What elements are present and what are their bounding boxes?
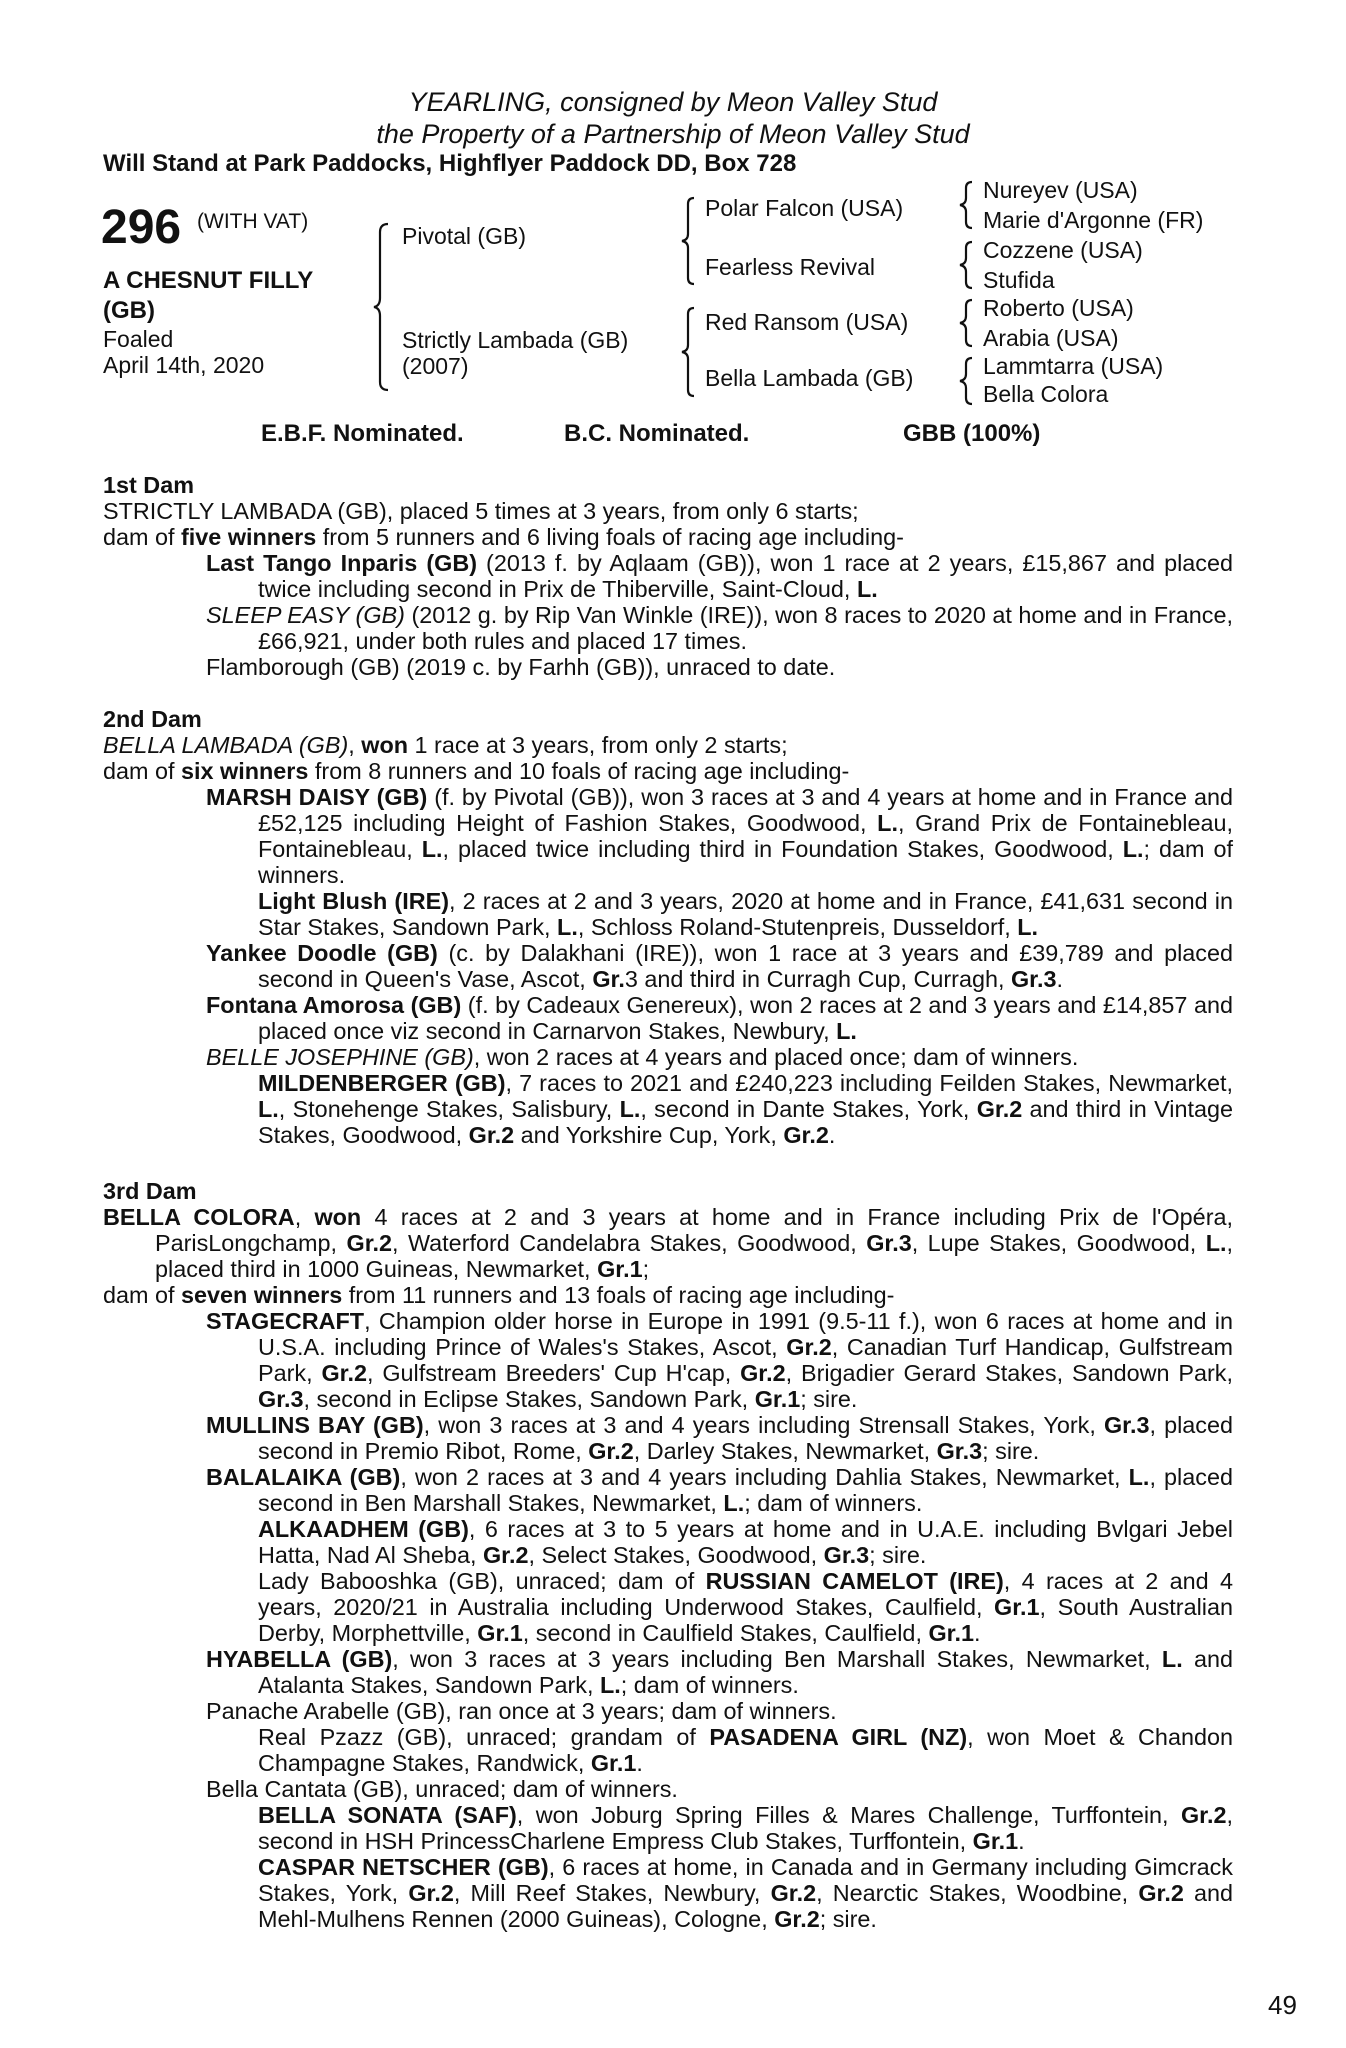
foaled-date: April 14th, 2020	[103, 352, 265, 378]
pedigree-bracket-dam	[680, 306, 698, 398]
pedigree-sire-dam: Fearless Revival	[705, 254, 875, 280]
header-line-2: the Property of a Partnership of Meon Valley Stud	[376, 119, 970, 149]
header-line-1: YEARLING, consigned by Meon Valley Stud	[408, 87, 938, 117]
pedigree-sds: Cozzene (USA)	[983, 237, 1143, 263]
third-dam-entry: HYABELLA (GB), won 3 races at 3 years including Ben Marshall Stakes, Newmarket, L. and Atalanta Stakes, Sandown Park, L.; dam of winners.	[206, 1646, 1233, 1698]
third-dam-entry: STAGECRAFT, Champion older horse in Europe in 1991 (9.5-11 f.), won 6 races at home and in U.S.A. including Prince of Wales's Stakes, Ascot, Gr.2, Canadian Turf Handicap, Gulfstream Park, Gr.2, Gulfstream Breeders' Cup H'cap, Gr.2, Brigadier Gerard Stakes, Sandown Park, Gr.3, second in Eclipse Stakes, Sandown Park, Gr.1; sire.	[206, 1308, 1233, 1412]
third-dam-entry: ALKAADHEM (GB), 6 races at 3 to 5 years at home and in U.A.E. including Bvlgari Jebel Hatta, Nad Al Sheba, Gr.2, Select Stakes, Goodwood, Gr.3; sire.	[258, 1516, 1234, 1568]
first-dam-entry: Last Tango Inparis (GB) (2013 f. by Aqlaam (GB)), won 1 race at 2 years, £15,867 and placed twice including second in Prix de Thiberville, Saint-Cloud, L.	[206, 550, 1233, 602]
pedigree-bracket-ds	[958, 298, 976, 348]
pedigree-sdd: Stufida	[983, 267, 1055, 293]
pedigree-sss: Nureyev (USA)	[983, 177, 1138, 203]
third-dam-produce: dam of seven winners from 11 runners and 13 foals of racing age including-	[103, 1282, 895, 1308]
third-dam-entry: Panache Arabelle (GB), ran once at 3 years; dam of winners.	[206, 1698, 837, 1724]
second-dam-entry: MILDENBERGER (GB), 7 races to 2021 and £240,223 including Feilden Stakes, Newmarket, L., Stonehenge Stakes, Salisbury, L., second in Dante Stakes, York, Gr.2 and third in Vintage Stakes, Goodwood, Gr.2 and Yorkshire Cup, York, Gr.2.	[258, 1070, 1233, 1148]
pedigree-dss: Roberto (USA)	[983, 295, 1134, 321]
second-dam-line: BELLA LAMBADA (GB), won 1 race at 3 years, from only 2 starts;	[103, 732, 788, 758]
third-dam-line: BELLA COLORA, won 4 races at 2 and 3 years at home and in France including Prix de l'Opéra, ParisLongchamp, Gr.2, Waterford Candelabra Stakes, Goodwood, Gr.3, Lupe Stakes, Goodwood, L., placed third in 1000 Guineas, Newmarket, Gr.1;	[103, 1204, 1233, 1282]
third-dam-entry: BALALAIKA (GB), won 2 races at 3 and 4 years including Dahlia Stakes, Newmarket, L., placed second in Ben Marshall Stakes, Newmarket, L.; dam of winners.	[206, 1464, 1233, 1516]
foaled-label: Foaled	[103, 326, 174, 352]
pedigree-bracket-sire	[680, 196, 698, 286]
pedigree-bracket-sd	[958, 240, 976, 290]
gbb-rating: GBB (100%)	[903, 420, 1041, 447]
first-dam-produce: dam of five winners from 5 runners and 6 living foals of racing age including-	[103, 524, 904, 550]
horse-name: A CHESNUT FILLY	[103, 267, 314, 294]
third-dam-section	[103, 1178, 1233, 1932]
pedigree-bracket-dd	[958, 356, 976, 406]
third-dam-entry: MULLINS BAY (GB), won 3 races at 3 and 4 years including Strensall Stakes, York, Gr.3, placed second in Premio Ribot, Rome, Gr.2, Darley Stakes, Newmarket, Gr.3; sire.	[206, 1412, 1233, 1464]
pedigree-bracket-ss	[958, 180, 976, 230]
second-dam-entry: BELLE JOSEPHINE (GB), won 2 races at 4 years and placed once; dam of winners.	[206, 1044, 1079, 1070]
third-dam-entry: CASPAR NETSCHER (GB), 6 races at home, in Canada and in Germany including Gimcrack Stakes, York, Gr.2, Mill Reef Stakes, Newbury, Gr.2, Nearctic Stakes, Woodbine, Gr.2 and Mehl-Mulhens Rennen (2000 Guineas), Cologne, Gr.2; sire.	[258, 1854, 1234, 1932]
third-dam-title: 3rd Dam	[103, 1178, 197, 1204]
bc-nomination: B.C. Nominated.	[564, 420, 750, 447]
pedigree-ddd: Bella Colora	[983, 381, 1109, 407]
lot-number: 296	[101, 201, 182, 254]
pedigree-sire: Pivotal (GB)	[402, 223, 526, 249]
first-dam-title: 1st Dam	[103, 472, 195, 498]
second-dam-entry: MARSH DAISY (GB) (f. by Pivotal (GB)), won 3 races at 3 and 4 years at home and in France and £52,125 including Height of Fashion Stakes, Goodwood, L., Grand Prix de Fontainebleau, Fontainebleau, L., placed twice including third in Foundation Stakes, Goodwood, L.; dam of winners.	[206, 784, 1233, 888]
third-dam-entry: Real Pzazz (GB), unraced; grandam of PASADENA GIRL (NZ), won Moet & Chandon Champagne Stakes, Randwick, Gr.1.	[258, 1724, 1233, 1776]
horse-origin: (GB)	[103, 297, 155, 324]
pedigree-dam-sire: Red Ransom (USA)	[705, 309, 909, 335]
pedigree-sire-sire: Polar Falcon (USA)	[705, 195, 904, 221]
page-number: 49	[1268, 1990, 1297, 2020]
first-dam-entry: Flamborough (GB) (2019 c. by Farhh (GB)), unraced to date.	[206, 654, 836, 680]
third-dam-entry: Bella Cantata (GB), unraced; dam of winners.	[206, 1776, 678, 1802]
third-dam-entry: Lady Babooshka (GB), unraced; dam of RUSSIAN CAMELOT (IRE), 4 races at 2 and 4 years, 2020/21 in Australia including Underwood Stakes, Caulfield, Gr.1, South Australian Derby, Morphettville, Gr.1, second in Caulfield Stakes, Caulfield, Gr.1.	[258, 1568, 1233, 1646]
second-dam-produce: dam of six winners from 8 runners and 10 foals of racing age including-	[103, 758, 850, 784]
second-dam-section	[103, 706, 1233, 1148]
second-dam-entry: Fontana Amorosa (GB) (f. by Cadeaux Genereux), won 2 races at 2 and 3 years and £14,857 and placed once viz second in Carnarvon Stakes, Newbury, L.	[206, 992, 1233, 1044]
first-dam-line: STRICTLY LAMBADA (GB), placed 5 times at 3 years, from only 6 starts;	[103, 498, 859, 524]
vat-note: (WITH VAT)	[197, 210, 309, 233]
stand-location: Will Stand at Park Paddocks, Highflyer Paddock DD, Box 728	[103, 150, 797, 177]
pedigree-ssd: Marie d'Argonne (FR)	[983, 207, 1204, 233]
pedigree-dam-dam: Bella Lambada (GB)	[705, 365, 914, 391]
ebf-nomination: E.B.F. Nominated.	[261, 420, 464, 447]
second-dam-entry: Yankee Doodle (GB) (c. by Dalakhani (IRE)), won 1 race at 3 years and £39,789 and placed second in Queen's Vase, Ascot, Gr.3 and third in Curragh Cup, Curragh, Gr.3.	[206, 940, 1234, 992]
third-dam-entry: BELLA SONATA (SAF), won Joburg Spring Filles & Mares Challenge, Turffontein, Gr.2, second in HSH PrincessCharlene Empress Club Stakes, Turffontein, Gr.1.	[258, 1802, 1233, 1854]
pedigree-dam: Strictly Lambada (GB)	[402, 327, 629, 353]
pedigree-dam-year: (2007)	[402, 353, 469, 379]
second-dam-entry: Light Blush (IRE), 2 races at 2 and 3 years, 2020 at home and in France, £41,631 second in Star Stakes, Sandown Park, L., Schloss Roland-Stutenpreis, Dusseldorf, L.	[258, 888, 1233, 940]
pedigree-dds: Lammtarra (USA)	[983, 353, 1164, 379]
pedigree-dsd: Arabia (USA)	[983, 325, 1119, 351]
first-dam-entry: SLEEP EASY (GB) (2012 g. by Rip Van Winkle (IRE)), won 8 races to 2020 at home and in France, £66,921, under both rules and placed 17 times.	[206, 602, 1233, 654]
first-dam-section	[103, 472, 1233, 680]
pedigree-bracket-main	[372, 222, 392, 392]
second-dam-title: 2nd Dam	[103, 706, 202, 732]
